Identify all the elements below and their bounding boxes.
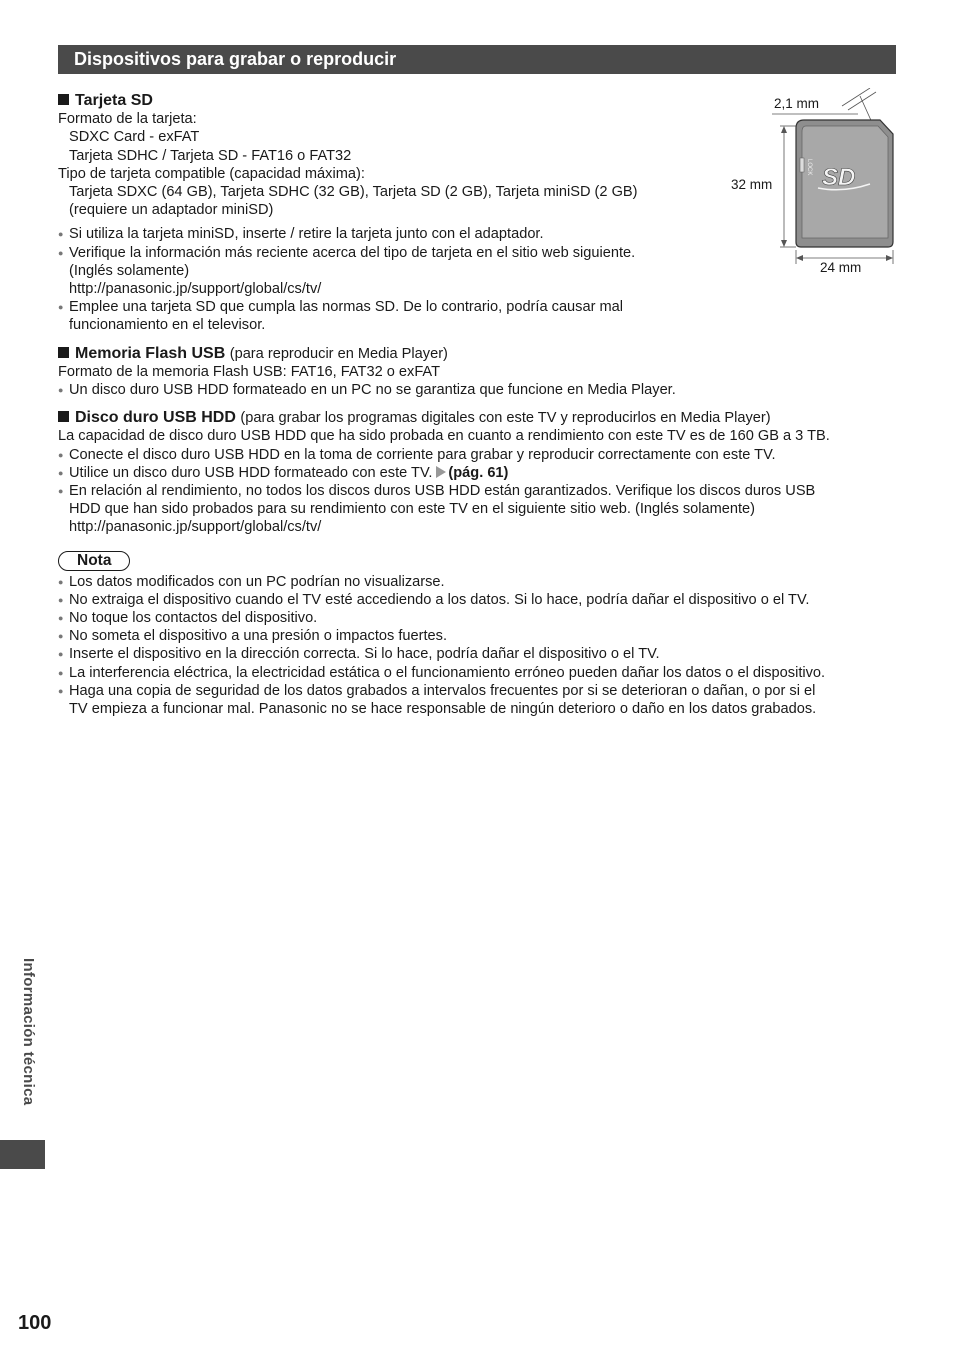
usb-bullet: ● Un disco duro USB HDD formateado en un PC no se garantiza que funcione en Media Player.: [58, 381, 898, 399]
hdd-url: http://panasonic.jp/support/global/cs/tv/: [69, 519, 322, 536]
width-label: 24 mm: [820, 260, 862, 275]
hdd-line: La capacidad de disco duro USB HDD que ha sido probada en cuanto a rendimiento con este TV es de 160 GB a 3 TB.: [58, 428, 830, 445]
thickness-label: 2,1 mm: [774, 96, 820, 111]
nota-bullet-cont: TV empieza a funcionar mal. Panasonic no se hace responsable de ningún deterioro o daño en los datos grabados.: [69, 701, 817, 718]
sd-line: Formato de la tarjeta:: [58, 111, 197, 128]
sd-heading: Tarjeta SD: [58, 92, 898, 110]
section-header: Dispositivos para grabar o reproducir: [58, 45, 896, 74]
arrow-right-icon: [436, 466, 446, 478]
usb-line: Formato de la memoria Flash USB: FAT16, FAT32 o exFAT: [58, 363, 441, 380]
sd-line: SDXC Card - exFAT: [69, 129, 200, 146]
page-reference-link[interactable]: (pág. 61): [448, 464, 509, 481]
hdd-bullet: ● En relación al rendimiento, no todos los discos duros USB HDD están garantizados. Verifique los discos duros USB: [58, 482, 898, 500]
sd-line: Tarjeta SDHC / Tarjeta SD - FAT16 o FAT32: [69, 147, 352, 164]
side-section-label: Información técnica: [20, 958, 37, 1106]
sd-url: http://panasonic.jp/support/global/cs/tv/: [69, 281, 322, 298]
sd-bullet: ● Si utiliza la tarjeta miniSD, inserte / retire la tarjeta junto con el adaptador.: [58, 225, 898, 243]
hdd-heading: Disco duro USB HDD (para grabar los programas digitales con este TV y reproducirlos en Media Player): [58, 409, 898, 427]
sd-line: (requiere un adaptador miniSD): [69, 202, 274, 219]
square-bullet-icon: [58, 411, 69, 422]
usb-heading: Memoria Flash USB (para reproducir en Media Player): [58, 345, 898, 363]
hdd-bullet-cont: HDD que han sido probados para su rendimiento con este TV en el siguiente sitio web. (Inglés solamente): [69, 501, 756, 518]
nota-bullet: ● Haga una copia de seguridad de los datos grabados a intervalos frecuentes por si se deterioran o dañan, o por si el: [58, 682, 898, 700]
sd-bullet: ● Verifique la información más reciente acerca del tipo de tarjeta en el sitio web siguiente.: [58, 244, 898, 262]
sd-logo: SD: [822, 164, 856, 191]
sd-card-diagram: [728, 88, 898, 283]
nota-bullet: ● No extraiga el dispositivo cuando el TV esté accediendo a los datos. Si lo hace, podría dañar el dispositivo o el TV.: [58, 591, 898, 609]
sd-bullet: ● Emplee una tarjeta SD que cumpla las normas SD. De lo contrario, podría causar mal: [58, 298, 898, 316]
side-tab-block: [0, 1140, 45, 1169]
sd-bullet-cont: funcionamiento en el televisor.: [69, 317, 266, 334]
hdd-bullet: ● Utilice un disco duro USB HDD formateado con este TV. (pág. 61): [58, 464, 898, 482]
square-bullet-icon: [58, 347, 69, 358]
sd-line: Tarjeta SDXC (64 GB), Tarjeta SDHC (32 GB), Tarjeta SD (2 GB), Tarjeta miniSD (2 GB): [69, 184, 638, 201]
hdd-bullet: ● Conecte el disco duro USB HDD en la toma de corriente para grabar y reproducir correctamente con este TV.: [58, 446, 898, 464]
nota-label: Nota: [58, 551, 130, 571]
nota-bullet: ● Los datos modificados con un PC podrían no visualizarse.: [58, 573, 898, 591]
square-bullet-icon: [58, 94, 69, 105]
height-label: 32 mm: [731, 177, 773, 192]
lock-label: LOCK: [806, 159, 812, 176]
sd-line: Tipo de tarjeta compatible (capacidad máxima):: [58, 165, 365, 182]
nota-bullet: ● La interferencia eléctrica, la electricidad estática o el funcionamiento erróneo pueden dañar los datos o el dispositivo.: [58, 664, 898, 682]
nota-bullet: ● No toque los contactos del dispositivo.: [58, 609, 898, 627]
page-number: 100: [18, 1312, 52, 1334]
nota-bullet: ● No someta el dispositivo a una presión o impactos fuertes.: [58, 627, 898, 645]
nota-bullet: ● Inserte el dispositivo en la dirección correcta. Si lo hace, podría dañar el dispositivo o el TV.: [58, 645, 898, 663]
sd-bullet-cont: (Inglés solamente): [69, 262, 190, 279]
